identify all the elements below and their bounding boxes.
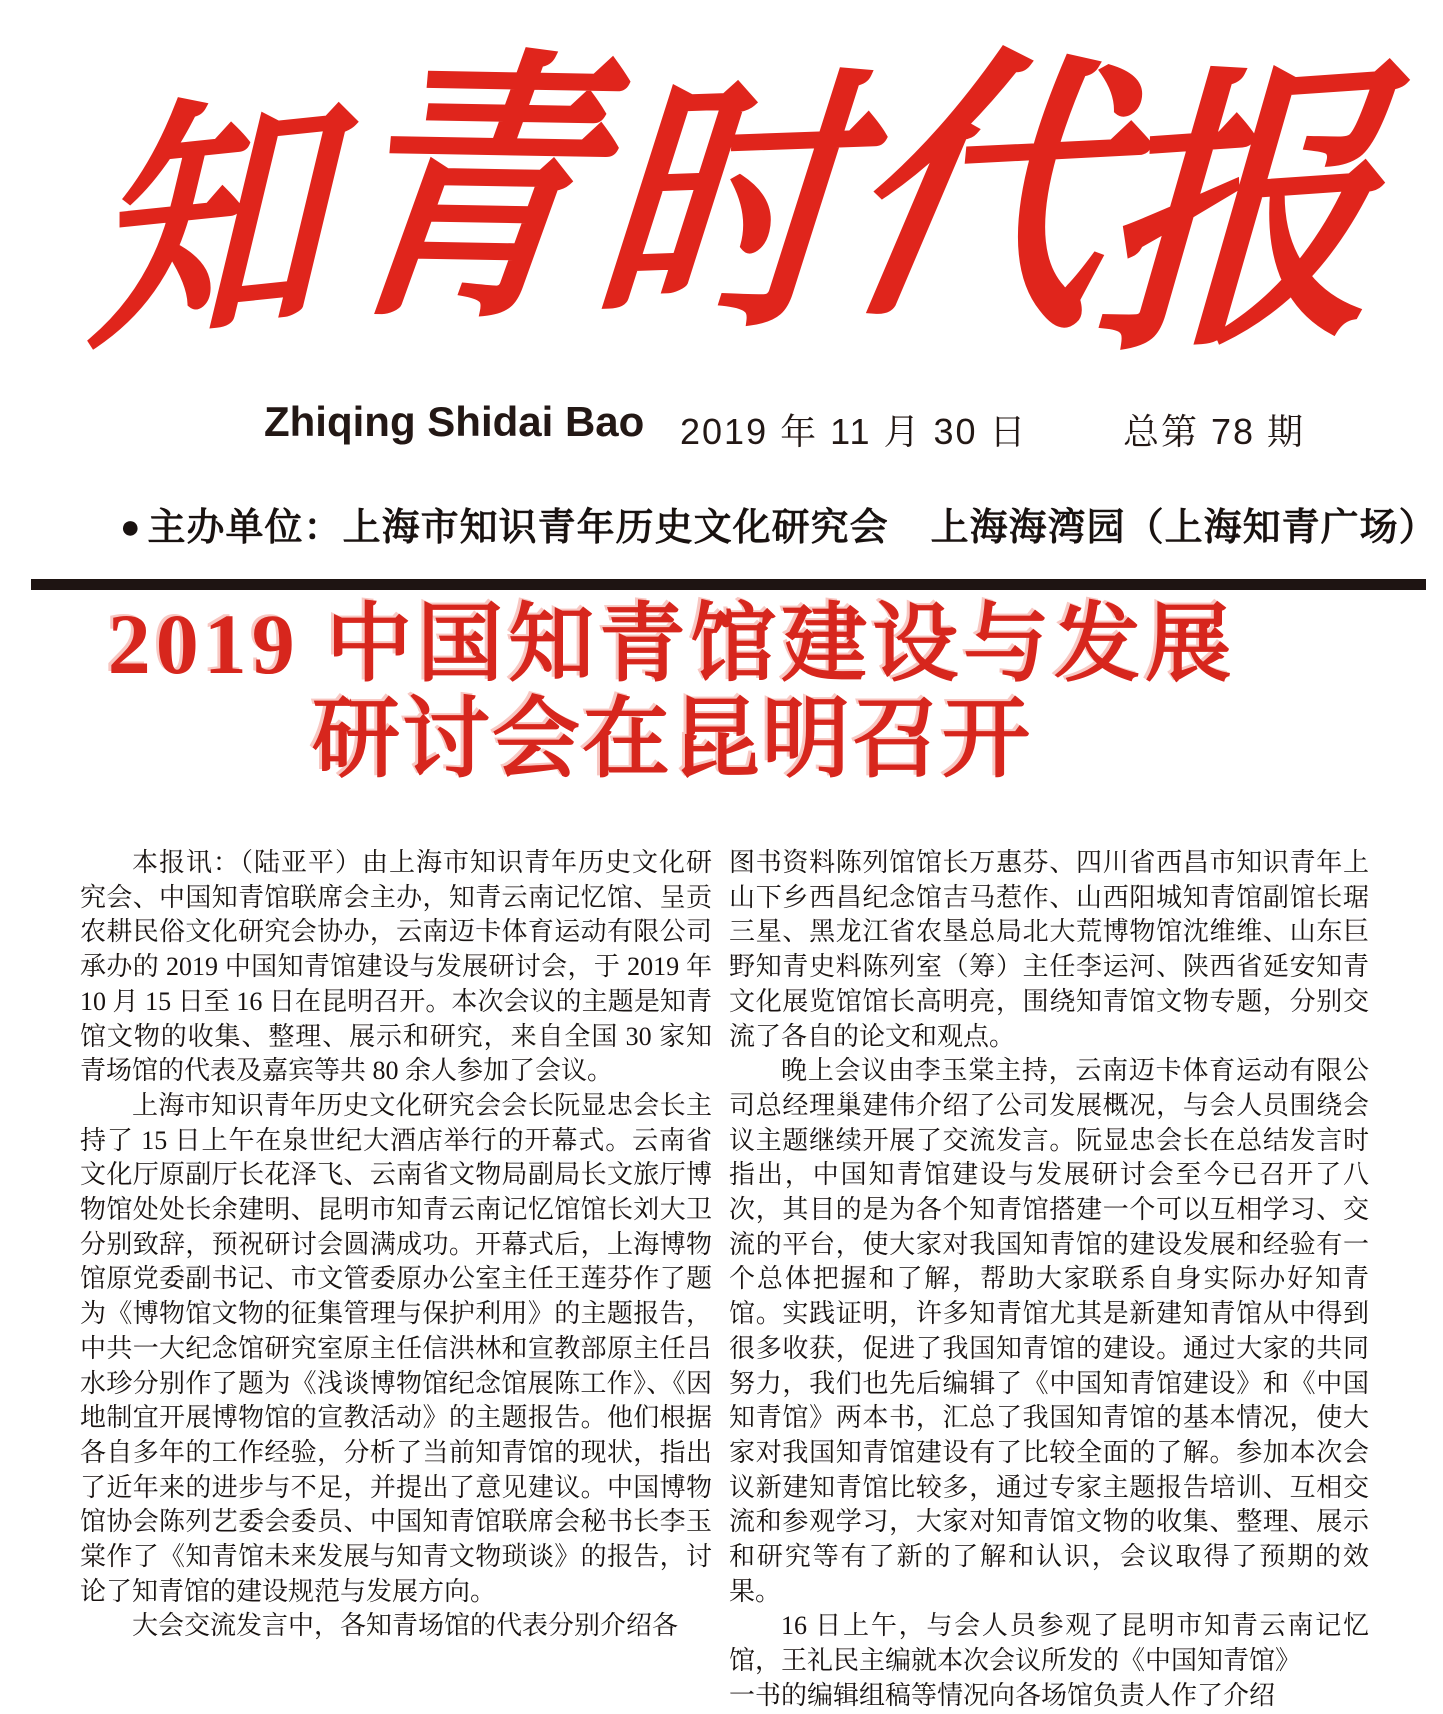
masthead-title [0, 13, 1443, 394]
masthead-char: 代 [818, 13, 1144, 370]
masthead-char: 青 [317, 20, 612, 359]
organizer-label: 主办单位： [147, 507, 343, 549]
clipped-partial-line: 大会交流发言中，各知青场馆的代表分别介绍各 [132, 1611, 679, 1641]
masthead-pinyin: Zhiqing Shidai Bao [264, 398, 645, 445]
headline-line-2: 研讨会在昆明召开 [311, 692, 1032, 789]
organizer-name-secondary: 上海海湾园（上海知青广场） [930, 507, 1438, 549]
paragraph: 上海市知识青年历史文化研究会会长阮显忠会长主持了 15 日上午在泉世纪大酒店举行的开幕式。云南省文化厅原副厅长花泽飞、云南省文物局副局长文旅厅博物馆处处长余建明、昆明市知青云南记忆馆馆长刘大卫分别致辞，预祝研讨会圆满成功。开幕式后，上海博物馆原党委副书记、市文管委原办公室主任王莲芬作了题为《博物馆文物的征集管理与保护利用》的主题报告，中共一大纪念馆研究室原主任信洪林和宣教部原主任吕水珍分别作了题为《浅谈博物馆纪念馆展陈工作》、《因地制宜开展博物馆的宣教活动》的主题报告。他们根据各自多年的工作经验，分析了当前知青馆的现状，指出了近年来的进步与不足，并提出了意见建议。中国博物馆协会陈列艺委会委员、中国知青馆联席会秘书长李玉棠作了《知青馆未来发展与知青文物琐谈》的报告，讨论了知青馆的建设规范与发展方向。 [80, 1090, 712, 1606]
article-column-right [729, 846, 1369, 1710]
bullet-icon: ● [120, 508, 142, 546]
paragraph: 晚上会议由李玉棠主持，云南迈卡体育运动有限公司总经理巢建伟介绍了公司发展概况，与会人员围绕会议主题继续开展了交流发言。阮显忠会长在总结发言时指出，中国知青馆建设与发展研讨会至今已召开了八次，其目的是为各个知青馆搭建一个可以互相学习、交流的平台，使大家对我国知青馆的建设发展和经验有一个总体把握和了解，帮助大家联系自身实际办好知青馆。实践证明，许多知青馆尤其是新建知青馆从中得到很多收获，促进了我国知青馆的建设。通过大家的共同努力，我们也先后编辑了《中国知青馆建设》和《中国知青馆》两本书，汇总了我国知青馆的基本情况，使大家对我国知青馆建设有了比较全面的了解。参加本次会议新建知青馆比较多，通过专家主题报告培训、互相交流和参观学习，大家对知青馆文物的收集、整理、展示和研究等有了新的了解和认识，会议取得了预期的效果。 [729, 1056, 1369, 1606]
masthead-char: 时 [579, 40, 862, 371]
paragraph: 16 日上午，与会人员参观了昆明市知青云南记忆馆，王礼民主编就本次会议所发的《中国知青馆》 [729, 1611, 1369, 1676]
headline-line-1: 2019 中国知青馆建设与发展 [107, 596, 1237, 692]
clipped-partial-line: 一书的编辑组稿等情况向各场馆负责人作了介绍 [729, 1680, 1276, 1710]
issue-date: 2019 年 11 月 30 日 [680, 411, 1028, 452]
divider-rule [31, 579, 1426, 590]
paragraph: 图书资料陈列馆馆长万惠芬、四川省西昌市知识青年上山下乡西昌纪念馆吉马惹作、山西阳城知青馆副馆长琚三星、黑龙江省农垦总局北大荒博物馆沈维维、山东巨野知青史料陈列室（筹）主任李运河、陕西省延安知青文化展览馆馆长高明亮，围绕知青馆文物专题，分别交流了各自的论文和观点。 [729, 848, 1369, 1051]
organizer-line [120, 496, 1438, 551]
organizer-name-primary: 上海市知识青年历史文化研究会 [342, 507, 889, 549]
article-body [17, 846, 1426, 1710]
article-headline [17, 596, 1327, 790]
issue-number: 总第 78 期 [1123, 411, 1306, 452]
article-column-left [80, 846, 712, 1693]
masthead-char: 报 [1087, 29, 1387, 394]
paragraph: 本报讯：（陆亚平）由上海市知识青年历史文化研究会、中国知青馆联席会主办，知青云南记忆馆、呈贡农耕民俗文化研究会协办，云南迈卡体育运动有限公司承办的 2019 中国知青馆建设与发展研讨会，于 2019 年 10 月 15 日至 16 日在昆明召开。本次会议的主题是知青馆文物的收集、整理、展示和研究，来自全国 30 家知青场馆的代表及嘉宾等共 80 余人参加了会议。 [80, 848, 712, 1086]
newspaper-page [17, 0, 1438, 1710]
masthead-info-line [17, 398, 1426, 450]
masthead-char: 知 [85, 60, 325, 387]
